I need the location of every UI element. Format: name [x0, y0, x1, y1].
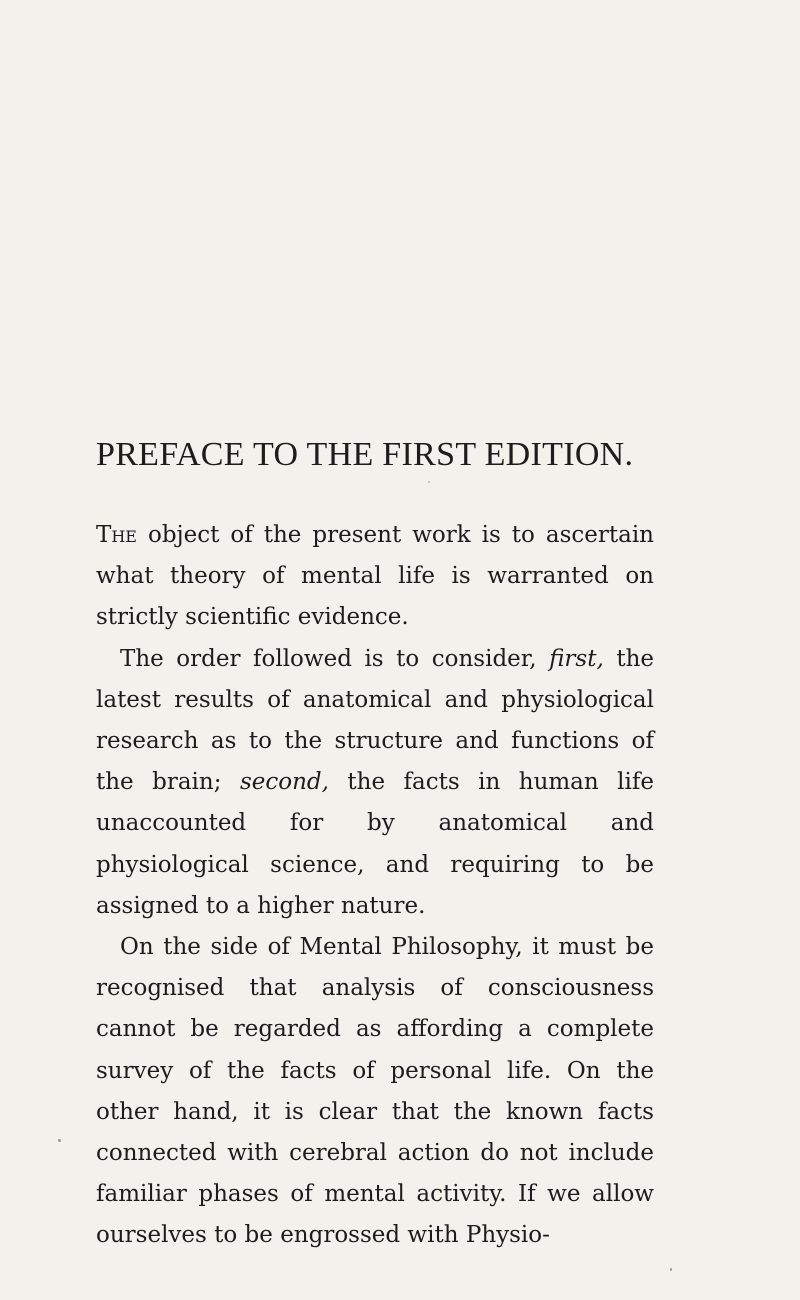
- paragraph-1-text: object of the present work is to ascertain what theory of mental life is warranted on strictly scientific evidence.: [96, 522, 654, 631]
- paragraph-3-text: On the side of Mental Philosophy, it must be recognised that analysis of consciousness cannot be regarded as affording a complete survey of the facts of personal life. On the other hand, it is clear that the known facts connected with cerebral action do not include familiar phases of mental activity. If we allow ourselves to be engrossed with Physio-: [96, 934, 654, 1249]
- paragraph-2-text-3: the facts in human life unaccounted for by anatomical and physiological science, and requiring to be assigned to a higher nature.: [96, 769, 655, 919]
- preface-body: [96, 515, 654, 1257]
- paper-speck: [670, 1268, 672, 1271]
- paragraph-2: [96, 639, 654, 927]
- paragraph-2-text-2: the latest results of anatomical and physiological research as to the structure and functions of the brain;: [96, 645, 654, 796]
- paragraph-1: [96, 515, 654, 639]
- paragraph-3: [96, 927, 654, 1257]
- page-title: PREFACE TO THE FIRST EDITION.: [96, 436, 634, 473]
- paragraph-2-emphasis-second: second,: [239, 769, 329, 796]
- paper-speck: [58, 1139, 61, 1142]
- paragraph-2-emphasis-first: first,: [549, 645, 604, 672]
- paragraph-2-text-1: The order followed is to consider,: [120, 645, 550, 672]
- paragraph-1-lead: The: [96, 522, 137, 548]
- paper-speck: [428, 481, 430, 483]
